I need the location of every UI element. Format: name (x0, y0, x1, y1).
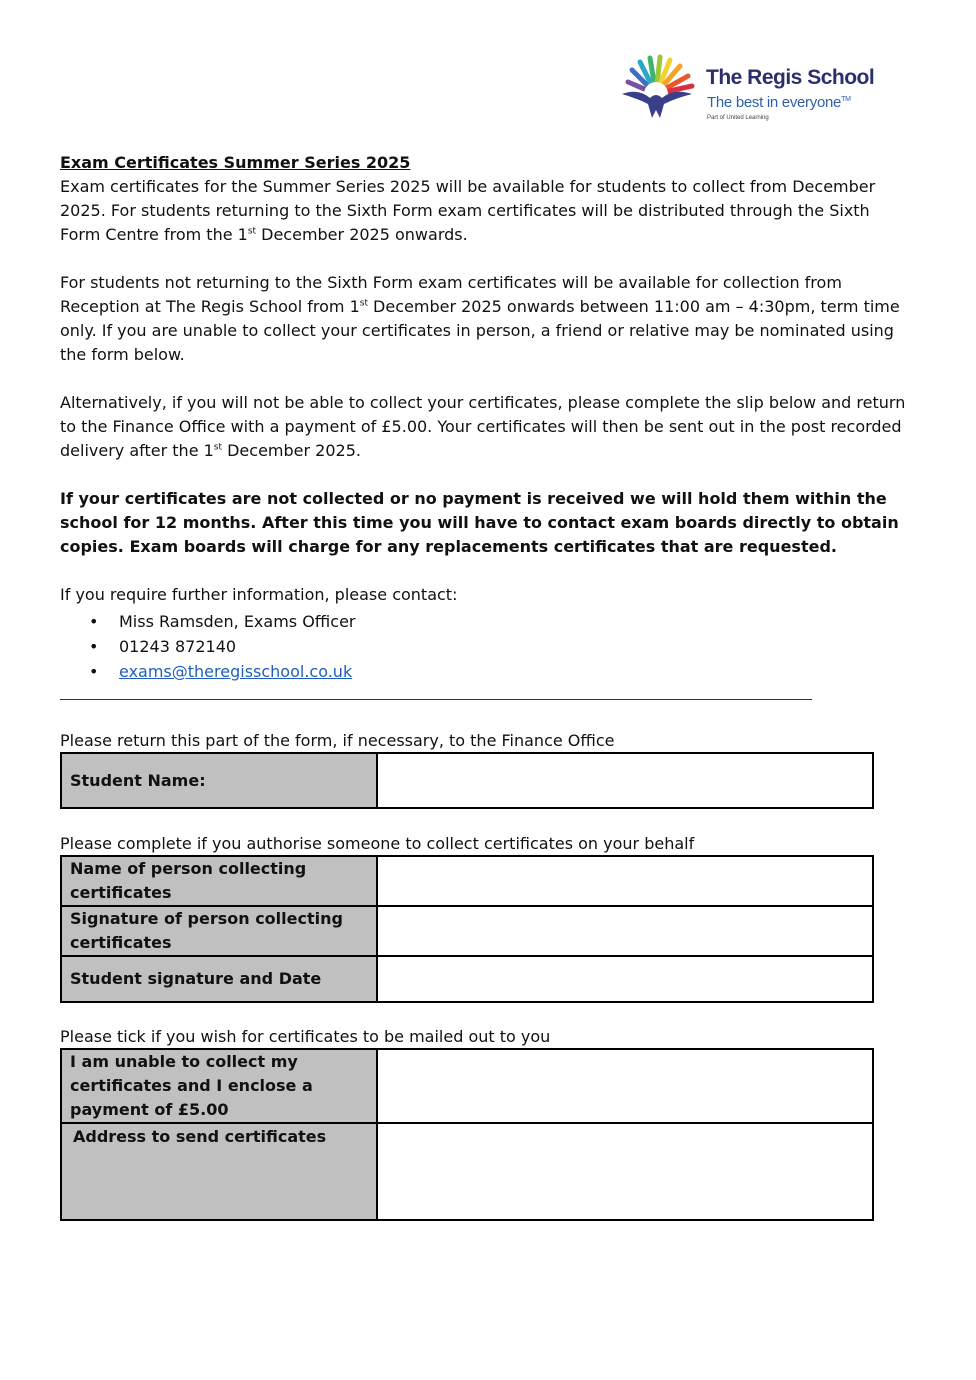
contact-phone: • 01243 872140 (119, 634, 910, 659)
school-logo (620, 54, 875, 126)
cut-line-divider (60, 699, 812, 700)
paragraph-postal-option (60, 391, 910, 463)
retention-warning: If your certificates are not collected or no payment is received we will hold them within the school for 12 months. After this time you will have to contact exam boards directly to obtain copies. Exam boards will charge for any replacements certificates that are requested. (60, 489, 899, 556)
paragraph-reception-collection (60, 271, 910, 367)
mail-instruction: Please tick if you wish for certificates to be mailed out to you (60, 1027, 551, 1046)
notice-heading: Exam Certificates Summer Series 2025 (60, 153, 411, 172)
paragraph-1-text: Exam certificates for the Summer Series 2025 will be available for students to collect from December 2025. For students returning to the Sixth Form exam certificates will be distributed through the Sixth Form Centre from the 1 (60, 177, 876, 244)
school-sub-brand: Part of United Learning (707, 115, 769, 121)
table-row (61, 1049, 873, 1123)
collector-name-label: Name of person collecting certificates (61, 856, 377, 906)
collector-signature-field[interactable] (377, 906, 873, 956)
collector-name-field[interactable] (377, 856, 873, 906)
unable-to-collect-label: I am unable to collect my certificates and I enclose a payment of £5.00 (61, 1049, 377, 1123)
table-row (61, 956, 873, 1002)
paragraph-collection-dates (60, 175, 910, 247)
paragraph-2-text-end: December 2025 onwards between 11:00 am – 4:30pm, term time only. If you are unable to collect your certificates in person, a friend or relative may be nominated using the form below. (60, 297, 900, 364)
paragraph-3-text: Alternatively, if you will not be able to collect your certificates, please complete the slip below and return to the Finance Office with a payment of £5.00. Your certificates will then be sent out in the post recorded delivery after the 1 (60, 393, 906, 460)
collector-signature-label: Signature of person collecting certificates (61, 906, 377, 956)
table-row (61, 906, 873, 956)
table-row (61, 856, 873, 906)
sunburst-bird-icon (620, 54, 700, 126)
contact-email-link[interactable]: exams@theregisschool.co.uk (119, 662, 353, 681)
contact-intro: If you require further information, please contact: (60, 585, 458, 604)
authorise-instruction: Please complete if you authorise someone to collect certificates on your behalf (60, 834, 695, 853)
authorised-collector-table (60, 855, 874, 1003)
school-name: The Regis School (706, 66, 875, 89)
student-name-field[interactable] (377, 753, 873, 808)
ordinal-suffix: st (359, 298, 368, 309)
student-name-table (60, 752, 874, 809)
paragraph-3-text-end: December 2025. (222, 441, 361, 460)
ordinal-suffix: st (247, 226, 257, 237)
mail-certificates-table (60, 1048, 874, 1221)
ordinal-suffix: st (213, 442, 223, 453)
return-instruction: Please return this part of the form, if necessary, to the Finance Office (60, 731, 615, 750)
address-field[interactable] (377, 1123, 873, 1220)
school-tagline (707, 94, 851, 111)
trademark-mark: TM (841, 96, 851, 103)
student-signature-label: Student signature and Date (61, 956, 377, 1002)
contact-name: • Miss Ramsden, Exams Officer (119, 609, 910, 634)
table-row (61, 1123, 873, 1220)
paragraph-2-text: For students not returning to the Sixth Form exam certificates will be available for collection from Reception at The Regis School from 1 (60, 273, 842, 316)
notice-body (60, 151, 910, 684)
address-label: Address to send certificates (61, 1123, 377, 1220)
contact-list (60, 609, 910, 684)
table-row (61, 753, 873, 808)
student-signature-field[interactable] (377, 956, 873, 1002)
paragraph-1-text-end: December 2025 onwards. (256, 225, 468, 244)
tagline-text: The best in everyone (707, 94, 842, 111)
student-name-label: Student Name: (61, 753, 377, 808)
contact-email-item (119, 659, 910, 684)
unable-to-collect-tick-field[interactable] (377, 1049, 873, 1123)
